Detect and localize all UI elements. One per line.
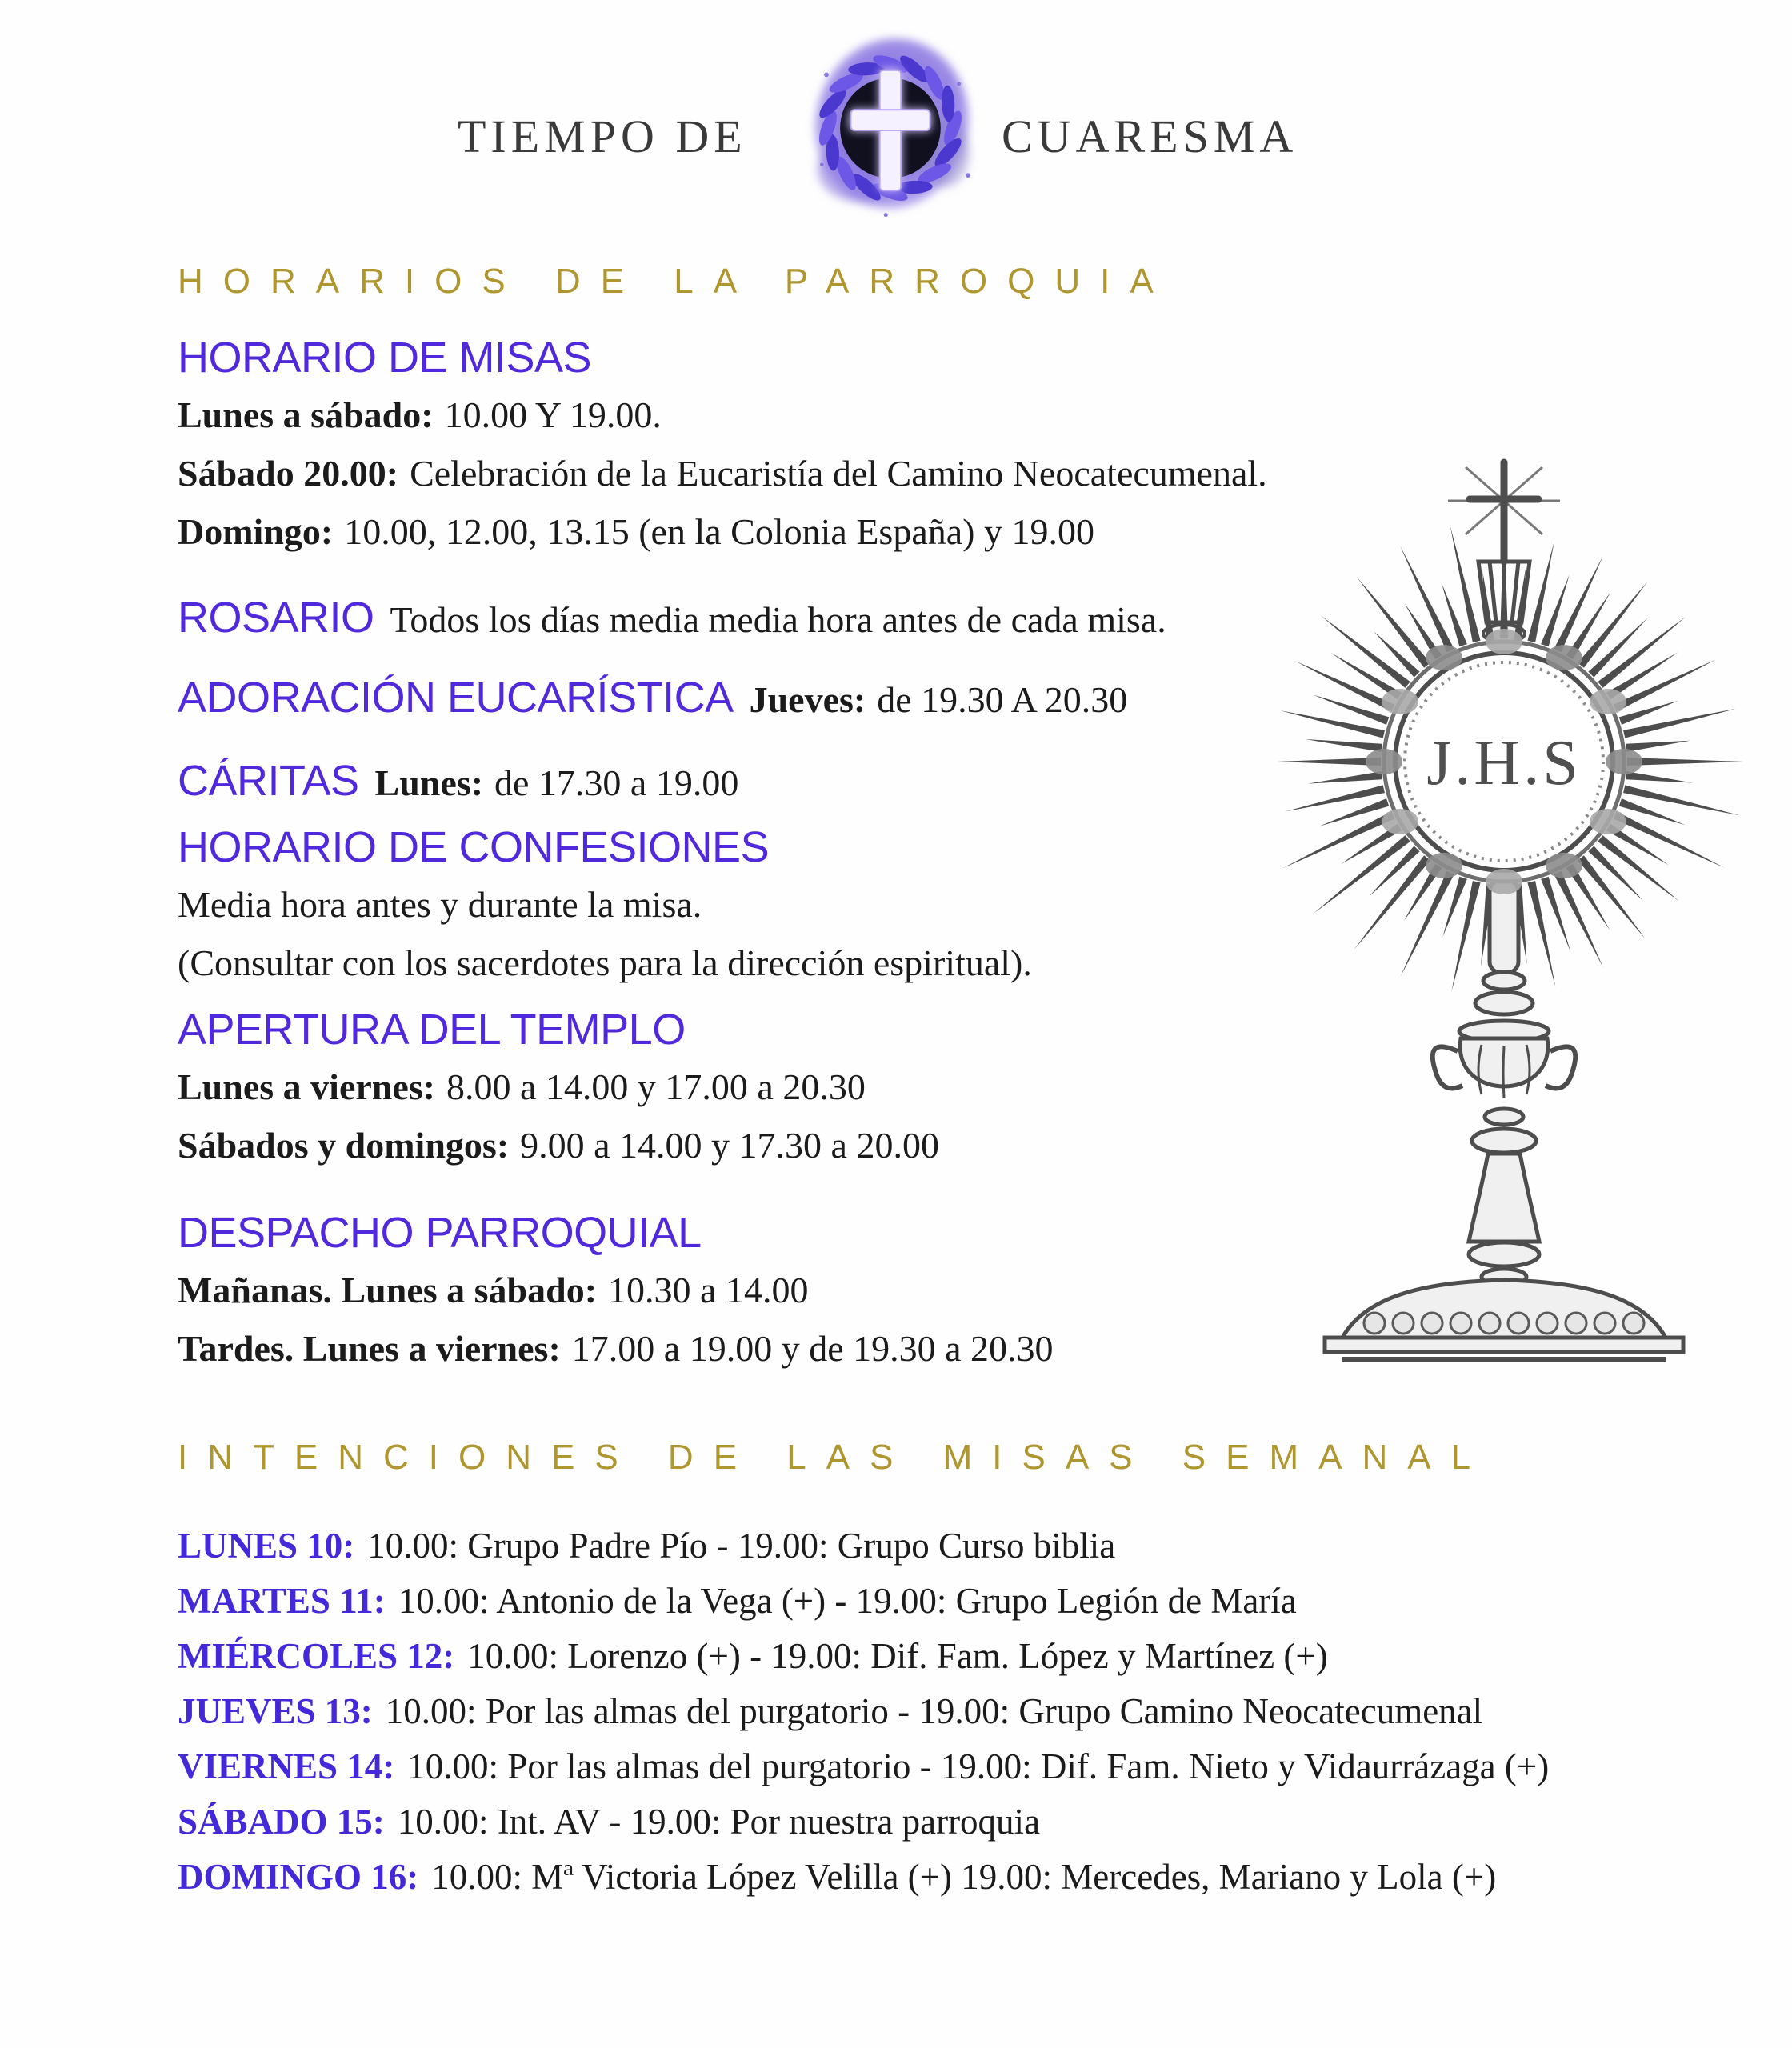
intention-row bbox=[178, 1739, 1549, 1794]
misas-line-label: Sábado 20.00: bbox=[178, 453, 399, 494]
heading-apertura: APERTURA DEL TEMPLO bbox=[178, 1006, 686, 1054]
misas-line-label: Domingo: bbox=[178, 511, 334, 552]
monstrance-inscription: J.H.S bbox=[1426, 728, 1582, 798]
caritas-text: de 17.30 a 19.00 bbox=[494, 762, 739, 803]
despacho-line-label: Mañanas. Lunes a sábado: bbox=[178, 1270, 598, 1310]
heading-rosario: ROSARIO bbox=[178, 594, 374, 642]
despacho-line bbox=[178, 1261, 1054, 1319]
despacho-line-label: Tardes. Lunes a viernes: bbox=[178, 1328, 561, 1369]
heading-despacho: DESPACHO PARROQUIAL bbox=[178, 1209, 702, 1257]
caritas-row bbox=[178, 754, 738, 812]
despacho-line-text: 17.00 a 19.00 y de 19.30 a 20.30 bbox=[571, 1328, 1054, 1369]
intention-row bbox=[178, 1518, 1549, 1574]
intention-day: MIÉRCOLES 12: bbox=[178, 1636, 455, 1676]
intention-day: JUEVES 13: bbox=[178, 1691, 373, 1731]
intention-row bbox=[178, 1629, 1549, 1684]
masthead-title-left: TIEMPO DE bbox=[458, 110, 747, 162]
caritas-label: Lunes: bbox=[374, 762, 484, 803]
despacho-line-text: 10.30 a 14.00 bbox=[608, 1270, 809, 1310]
apertura-line-text: 9.00 a 14.00 y 17.30 a 20.00 bbox=[520, 1125, 939, 1166]
monstrance-illustration bbox=[1232, 442, 1792, 1410]
misas-line-label: Lunes a sábado: bbox=[178, 394, 434, 435]
confesiones-line: (Consultar con los sacerdotes para la dirección espiritual). bbox=[178, 942, 1032, 983]
apertura-line bbox=[178, 1116, 939, 1174]
confesiones-line: Media hora antes y durante la misa. bbox=[178, 884, 702, 925]
misas-line-text: 10.00, 12.00, 13.15 (en la Colonia España) y 19.00 bbox=[344, 511, 1094, 552]
misas-line bbox=[178, 502, 1267, 561]
apertura-line-label: Lunes a viernes: bbox=[178, 1066, 435, 1107]
misas-line bbox=[178, 386, 1267, 444]
intentions-list bbox=[178, 1518, 1549, 1905]
heading-confesiones: HORARIO DE CONFESIONES bbox=[178, 823, 770, 871]
stem-and-base bbox=[1325, 880, 1683, 1362]
misas-lines bbox=[178, 386, 1267, 561]
intention-row bbox=[178, 1794, 1549, 1850]
apertura-line-label: Sábados y domingos: bbox=[178, 1125, 510, 1166]
despacho-line bbox=[178, 1319, 1054, 1378]
intention-row bbox=[178, 1850, 1549, 1905]
intention-day: LUNES 10: bbox=[178, 1526, 355, 1566]
section-heading-intenciones: INTENCIONES DE LAS MISAS SEMANAL bbox=[178, 1438, 1491, 1477]
heading-adoracion: ADORACIÓN EUCARÍSTICA bbox=[178, 674, 734, 722]
intention-row bbox=[178, 1684, 1549, 1739]
confesiones-lines bbox=[178, 875, 1032, 992]
section-heading-horarios: HORARIOS DE LA PARROQUIA bbox=[178, 262, 1174, 301]
lent-cross-logo bbox=[794, 29, 985, 230]
intention-day: SÁBADO 15: bbox=[178, 1802, 385, 1842]
apertura-line bbox=[178, 1058, 939, 1116]
intention-text: 10.00: Grupo Padre Pío - 19.00: Grupo Curso biblia bbox=[367, 1526, 1116, 1566]
despacho-lines bbox=[178, 1261, 1054, 1378]
intention-day: MARTES 11: bbox=[178, 1581, 386, 1621]
apertura-lines bbox=[178, 1058, 939, 1174]
rosario-row bbox=[178, 590, 1166, 649]
intention-text: 10.00: Antonio de la Vega (+) - 19.00: Grupo Legión de María bbox=[398, 1581, 1297, 1621]
misas-line-text: Celebración de la Eucaristía del Camino Neocatecumenal. bbox=[410, 453, 1267, 494]
misas-line bbox=[178, 444, 1267, 502]
intention-text: 10.00: Por las almas del purgatorio - 19.00: Grupo Camino Neocatecumenal bbox=[385, 1691, 1483, 1731]
intention-day: DOMINGO 16: bbox=[178, 1857, 419, 1897]
intention-text: 10.00: Mª Victoria López Velilla (+) 19.00: Mercedes, Mariano y Lola (+) bbox=[431, 1857, 1497, 1897]
intention-row bbox=[178, 1574, 1549, 1629]
intention-text: 10.00: Por las almas del purgatorio - 19.00: Dif. Fam. Nieto y Vidaurrázaga (+) bbox=[407, 1746, 1550, 1786]
rosario-text: Todos los días media media hora antes de cada misa. bbox=[390, 599, 1166, 640]
masthead-title-right: CUARESMA bbox=[1002, 110, 1298, 162]
intention-day: VIERNES 14: bbox=[178, 1746, 395, 1786]
adoracion-text: de 19.30 A 20.30 bbox=[877, 679, 1128, 720]
misas-line-text: 10.00 Y 19.00. bbox=[444, 394, 662, 435]
intention-text: 10.00: Lorenzo (+) - 19.00: Dif. Fam. López y Martínez (+) bbox=[467, 1636, 1328, 1676]
heading-caritas: CÁRITAS bbox=[178, 757, 359, 805]
adoracion-row bbox=[178, 670, 1127, 729]
apertura-line-text: 8.00 a 14.00 y 17.00 a 20.30 bbox=[446, 1066, 866, 1107]
heading-horario-misas: HORARIO DE MISAS bbox=[178, 334, 592, 382]
adoracion-label: Jueves: bbox=[749, 679, 866, 720]
intention-text: 10.00: Int. AV - 19.00: Por nuestra parroquia bbox=[397, 1802, 1041, 1842]
